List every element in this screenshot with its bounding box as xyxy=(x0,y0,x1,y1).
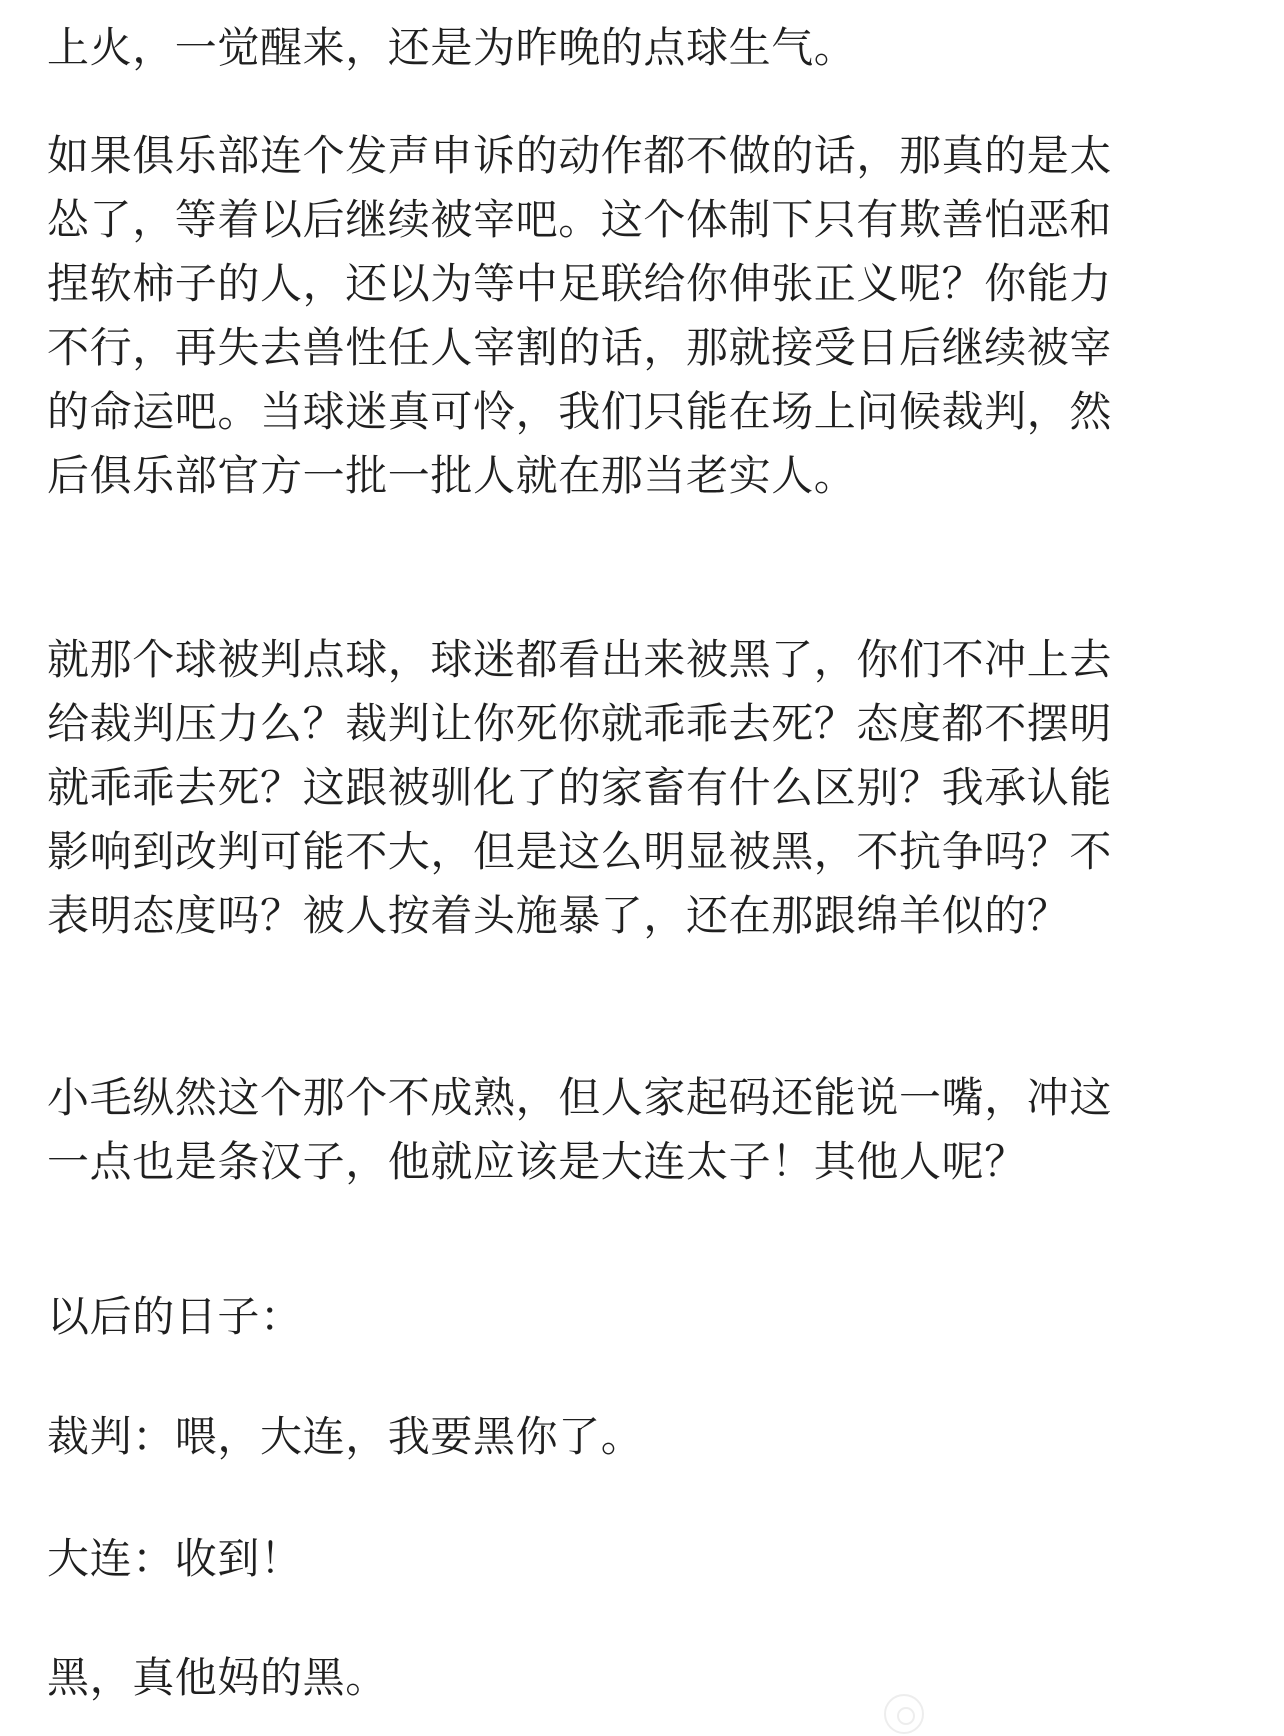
paragraph-5 xyxy=(47,1285,1237,1349)
paragraph-line: 捏软柿子的人，还以为等中足联给你伸张正义呢？你能力 xyxy=(47,259,1113,308)
paragraph-7 xyxy=(47,1527,1237,1591)
paragraph-line: 一点也是条汉子，他就应该是大连太子！其他人呢？ xyxy=(47,1137,1027,1186)
paragraph-6 xyxy=(47,1405,1237,1469)
paragraph-line: 小毛纵然这个那个不成熟，但人家起码还能说一嘴，冲这 xyxy=(47,1073,1113,1122)
paragraph-line: 怂了，等着以后继续被宰吧。这个体制下只有欺善怕恶和 xyxy=(47,195,1113,244)
paragraph-line: 如果俱乐部连个发声申诉的动作都不做的话，那真的是太 xyxy=(47,131,1113,180)
paragraph-line: 以后的日子： xyxy=(47,1292,303,1341)
paragraph-line: 上火，一觉醒来，还是为昨晚的点球生气。 xyxy=(47,23,857,72)
circular-logo-icon xyxy=(884,1694,924,1734)
paragraph-line: 就那个球被判点球，球迷都看出来被黑了，你们不冲上去 xyxy=(47,635,1113,684)
paragraph-3 xyxy=(47,628,1237,948)
paragraph-line: 给裁判压力么？裁判让你死你就乖乖去死？态度都不摆明 xyxy=(47,699,1113,748)
paragraph-line: 后俱乐部官方一批一批人就在那当老实人。 xyxy=(47,451,857,500)
paragraph-line: 的命运吧。当球迷真可怜，我们只能在场上问候裁判，然 xyxy=(47,387,1113,436)
paragraph-line: 影响到改判可能不大，但是这么明显被黑，不抗争吗？不 xyxy=(47,827,1113,876)
paragraph-8 xyxy=(47,1646,1237,1710)
paragraph-line: 就乖乖去死？这跟被驯化了的家畜有什么区别？我承认能 xyxy=(47,763,1113,812)
paragraph-4 xyxy=(47,1066,1237,1194)
paragraph-line: 黑，真他妈的黑。 xyxy=(47,1653,388,1702)
paragraph-2 xyxy=(47,124,1237,508)
paragraph-1 xyxy=(47,16,1237,80)
paragraph-line: 不行，再失去兽性任人宰割的话，那就接受日后继续被宰 xyxy=(47,323,1113,372)
paragraph-line: 裁判：喂，大连，我要黑你了。 xyxy=(47,1412,644,1461)
paragraph-line: 大连：收到！ xyxy=(47,1534,303,1583)
paragraph-line: 表明态度吗？被人按着头施暴了，还在那跟绵羊似的？ xyxy=(47,891,1070,940)
